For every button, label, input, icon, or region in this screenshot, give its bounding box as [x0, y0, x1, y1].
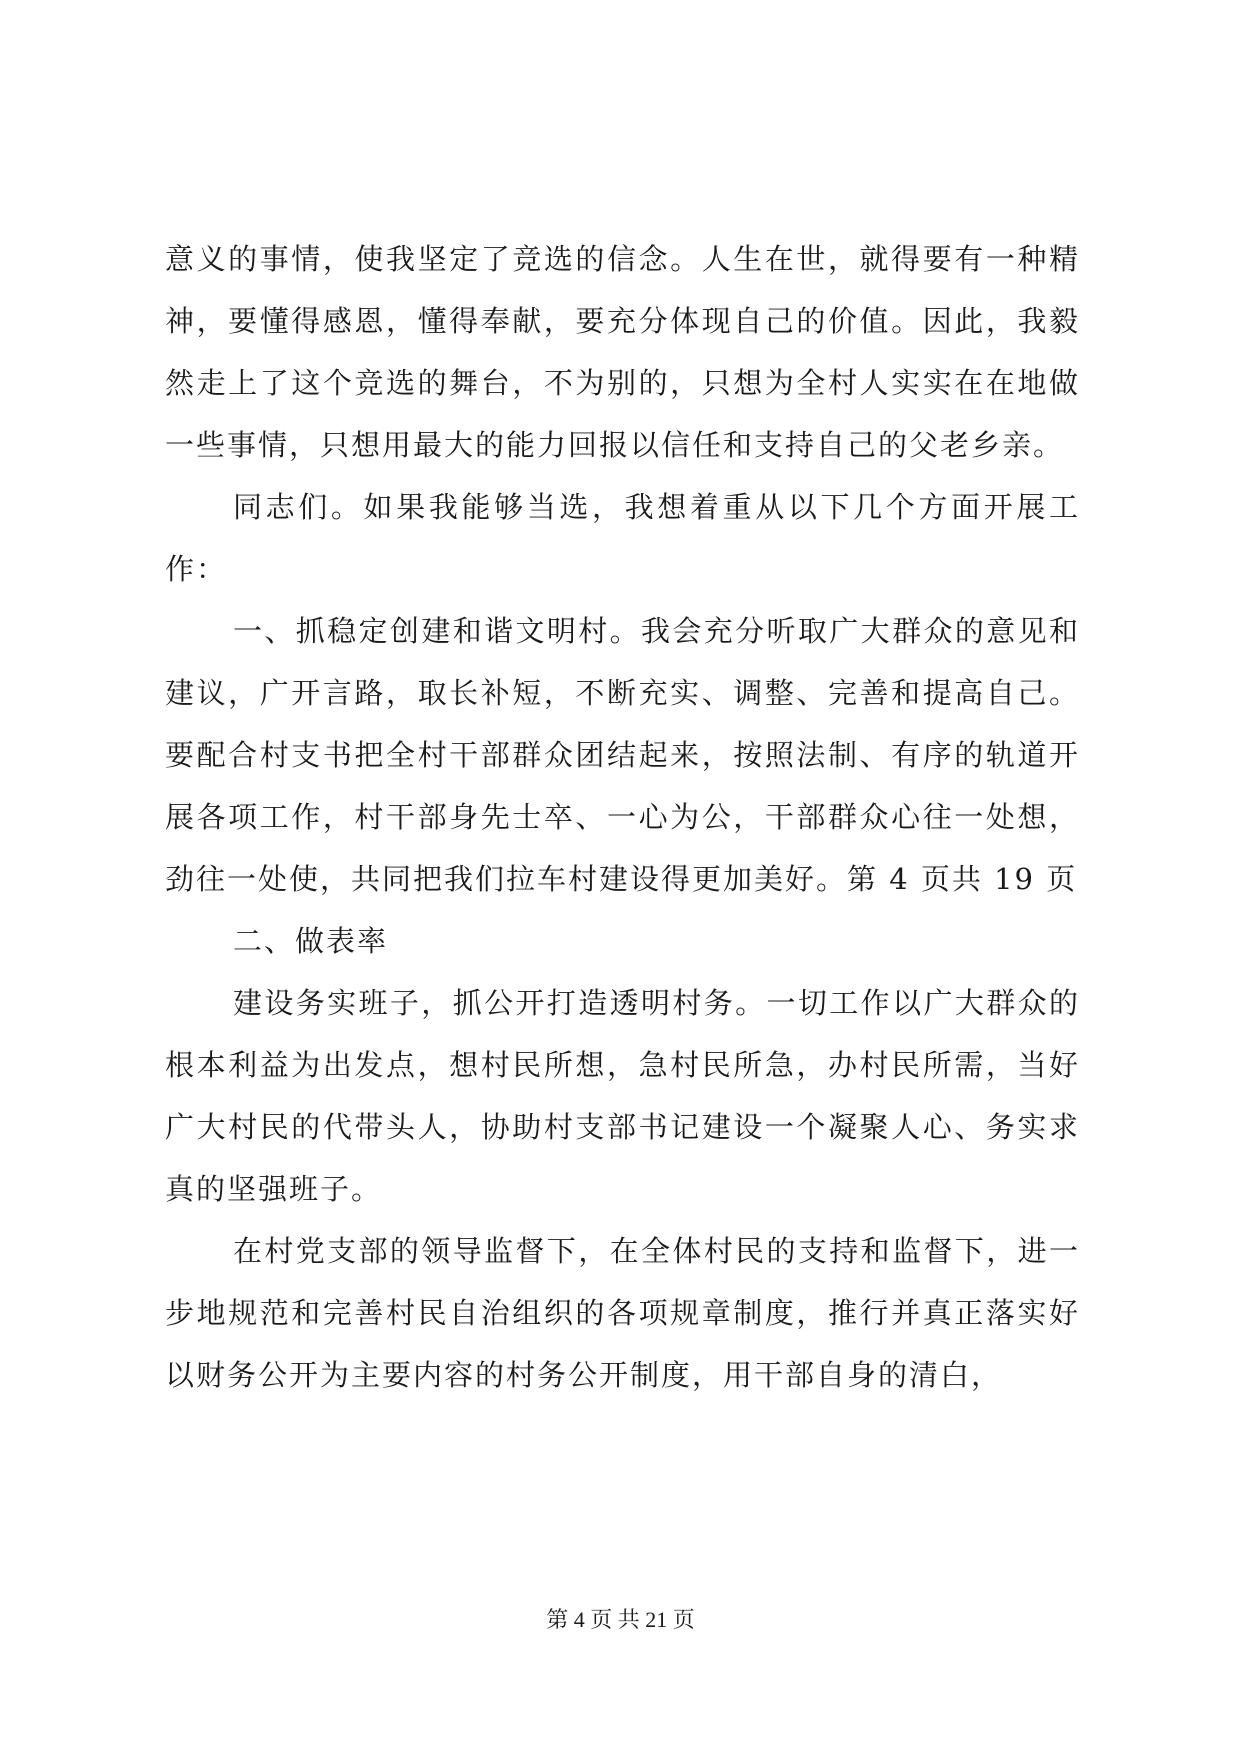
paragraph-intro: 同志们。如果我能够当选，我想着重从以下几个方面开展工作： — [165, 490, 1080, 586]
paragraph-point-one: 一、抓稳定创建和谐文明村。我会充分听取广大群众的意见和建议，广开言路，取长补短，不断充实、调整、完善和提高自己。要配合村支书把全村干部群众团结起来，按照法制、有序的轨道开展各项工作，村干部身先士卒、一心为公，干部群众心往一处想，劲往一处使，共同把我们拉车村建设得更加美好。第 4 页共 19 页 — [165, 614, 1080, 896]
paragraph-point-two-body: 建设务实班子，抓公开打造透明村务。一切工作以广大群众的根本利益为出发点，想村民所想，急村民所急，办村民所需，当好广大村民的代带头人，协助村支部书记建设一个凝聚人心、务实求真的坚强班子。 — [165, 986, 1080, 1206]
page-footer: 第 4 页 共 21 页 — [546, 1607, 695, 1632]
document-body — [165, 228, 1080, 1406]
paragraph-continuation: 意义的事情，使我坚定了竞选的信念。人生在世，就得要有一种精神，要懂得感恩，懂得奉献，要充分体现自己的价值。因此，我毅然走上了这个竞选的舞台，不为别的，只想为全村人实实在在地做一些事情，只想用最大的能力回报以信任和支持自己的父老乡亲。 — [165, 242, 1080, 462]
paragraph-point-two-heading: 二、做表率 — [233, 924, 389, 958]
paragraph-supervision: 在村党支部的领导监督下，在全体村民的支持和监督下，进一步地规范和完善村民自治组织的各项规章制度，推行并真正落实好以财务公开为主要内容的村务公开制度，用干部自身的清白， — [165, 1234, 1080, 1392]
